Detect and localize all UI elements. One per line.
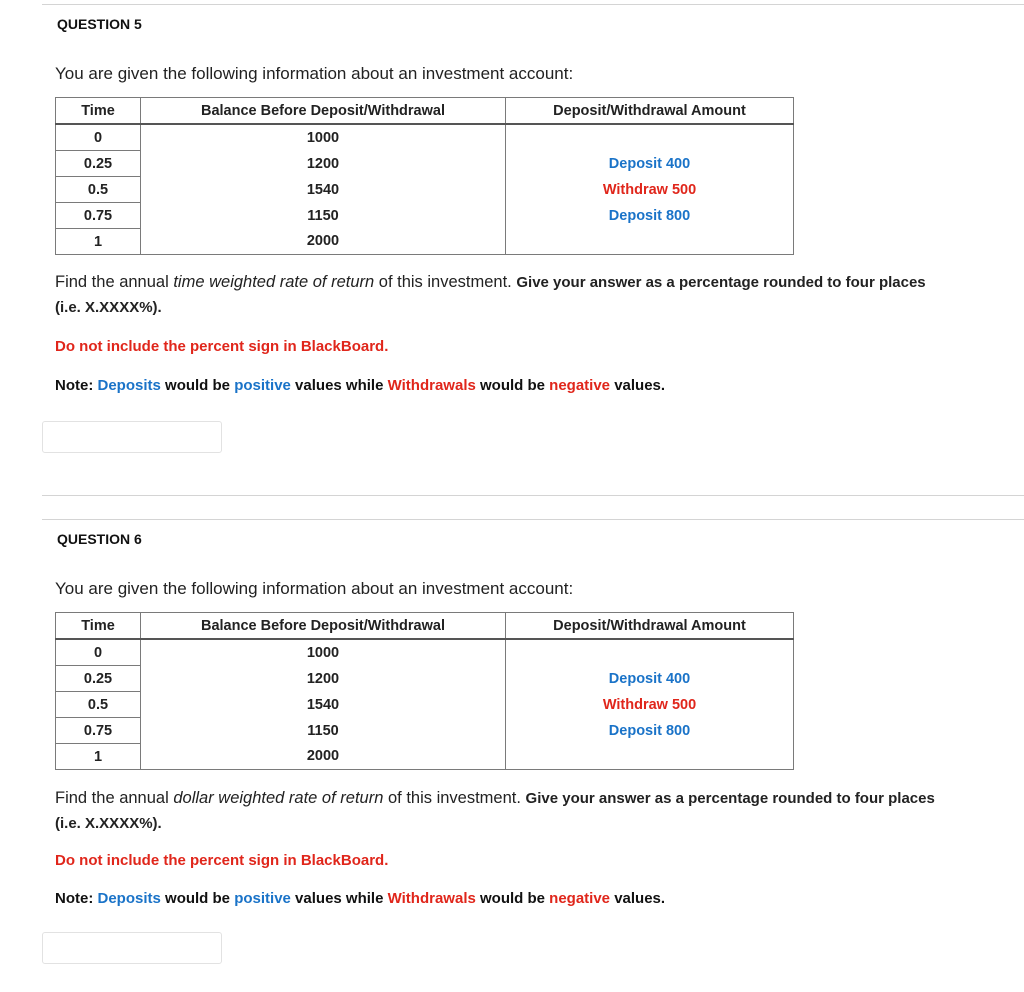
note-label: Note:	[55, 890, 98, 907]
cell-time: 0	[56, 124, 141, 151]
table-row	[56, 718, 794, 744]
cell-balance: 1150	[141, 718, 506, 744]
prompt-instructions: Give your answer as a percentage rounded to four places (i.e. X.XXXX%).	[55, 274, 926, 316]
question-5-top-divider	[42, 4, 1024, 5]
question-5-table	[55, 97, 794, 255]
cell-time: 0.75	[56, 718, 141, 744]
note-text: values while	[290, 890, 388, 907]
header-time: Time	[56, 613, 141, 640]
header-balance: Balance Before Deposit/Withdrawal	[141, 98, 506, 125]
question-6-answer-input[interactable]	[42, 932, 222, 964]
header-time: Time	[56, 98, 141, 125]
question-5-prompt	[55, 270, 955, 320]
cell-balance: 1200	[141, 151, 506, 177]
table-row	[56, 639, 794, 666]
prompt-italic: time weighted rate of return	[173, 273, 375, 291]
question-6-prompt	[55, 786, 955, 836]
note-text: values while	[290, 377, 388, 394]
cell-amount	[506, 229, 794, 255]
note-text: would be	[160, 890, 235, 907]
cell-time: 0.25	[56, 666, 141, 692]
question-5-answer-input[interactable]	[42, 421, 222, 453]
header-amount: Deposit/Withdrawal Amount	[506, 613, 794, 640]
cell-time: 0.25	[56, 151, 141, 177]
question-6-top-divider	[42, 519, 1024, 520]
header-balance: Balance Before Deposit/Withdrawal	[141, 613, 506, 640]
question-6-title: QUESTION 6	[57, 531, 142, 547]
cell-time: 1	[56, 229, 141, 255]
table-row	[56, 229, 794, 255]
cell-time: 1	[56, 744, 141, 770]
cell-amount-deposit: Deposit 800	[506, 203, 794, 229]
question-6-intro: You are given the following information about an investment account:	[55, 579, 574, 598]
cell-balance: 2000	[141, 229, 506, 255]
cell-balance: 1000	[141, 639, 506, 666]
table-row	[56, 177, 794, 203]
note-withdrawals: Withdrawals	[387, 377, 476, 394]
note-text: would be	[160, 377, 235, 394]
cell-amount-withdraw: Withdraw 500	[506, 692, 794, 718]
cell-amount-deposit: Deposit 400	[506, 151, 794, 177]
note-withdrawals: Withdrawals	[387, 890, 476, 907]
cell-amount	[506, 744, 794, 770]
note-deposits: Deposits	[97, 890, 161, 907]
table-row	[56, 692, 794, 718]
question-5-warning: Do not include the percent sign in BlackBoard.	[55, 338, 389, 355]
note-text: would be	[475, 377, 550, 394]
prompt-middle: of this investment.	[383, 789, 526, 807]
cell-time: 0.5	[56, 177, 141, 203]
cell-balance: 1150	[141, 203, 506, 229]
cell-amount-deposit: Deposit 800	[506, 718, 794, 744]
cell-balance: 1000	[141, 124, 506, 151]
table-header-row	[56, 613, 794, 640]
table-row	[56, 203, 794, 229]
cell-balance: 1200	[141, 666, 506, 692]
cell-amount-deposit: Deposit 400	[506, 666, 794, 692]
question-5-intro: You are given the following information about an investment account:	[55, 64, 574, 83]
question-6-warning: Do not include the percent sign in BlackBoard.	[55, 852, 389, 869]
prompt-prefix: Find the annual	[55, 273, 174, 291]
table-row	[56, 124, 794, 151]
prompt-italic: dollar weighted rate of return	[173, 789, 384, 807]
cell-balance: 1540	[141, 177, 506, 203]
cell-amount	[506, 124, 794, 151]
table-row	[56, 744, 794, 770]
note-text: would be	[475, 890, 550, 907]
cell-time: 0.75	[56, 203, 141, 229]
note-text: values.	[610, 377, 666, 394]
question-5-bottom-divider	[42, 495, 1024, 496]
note-positive: positive	[234, 377, 291, 394]
cell-time: 0	[56, 639, 141, 666]
question-5-title: QUESTION 5	[57, 16, 142, 32]
note-deposits: Deposits	[97, 377, 161, 394]
note-negative: negative	[549, 377, 611, 394]
table-header-row	[56, 98, 794, 125]
cell-amount	[506, 639, 794, 666]
note-positive: positive	[234, 890, 291, 907]
prompt-prefix: Find the annual	[55, 789, 174, 807]
prompt-instructions: Give your answer as a percentage rounded to four places (i.e. X.XXXX%).	[55, 790, 935, 832]
cell-balance: 2000	[141, 744, 506, 770]
question-6-note	[55, 890, 665, 907]
header-amount: Deposit/Withdrawal Amount	[506, 98, 794, 125]
question-6-table	[55, 612, 794, 770]
table-row	[56, 666, 794, 692]
table-row	[56, 151, 794, 177]
prompt-middle: of this investment.	[374, 273, 517, 291]
cell-time: 0.5	[56, 692, 141, 718]
note-label: Note:	[55, 377, 98, 394]
question-5-note	[55, 377, 665, 394]
cell-amount-withdraw: Withdraw 500	[506, 177, 794, 203]
note-negative: negative	[549, 890, 611, 907]
cell-balance: 1540	[141, 692, 506, 718]
note-text: values.	[610, 890, 666, 907]
